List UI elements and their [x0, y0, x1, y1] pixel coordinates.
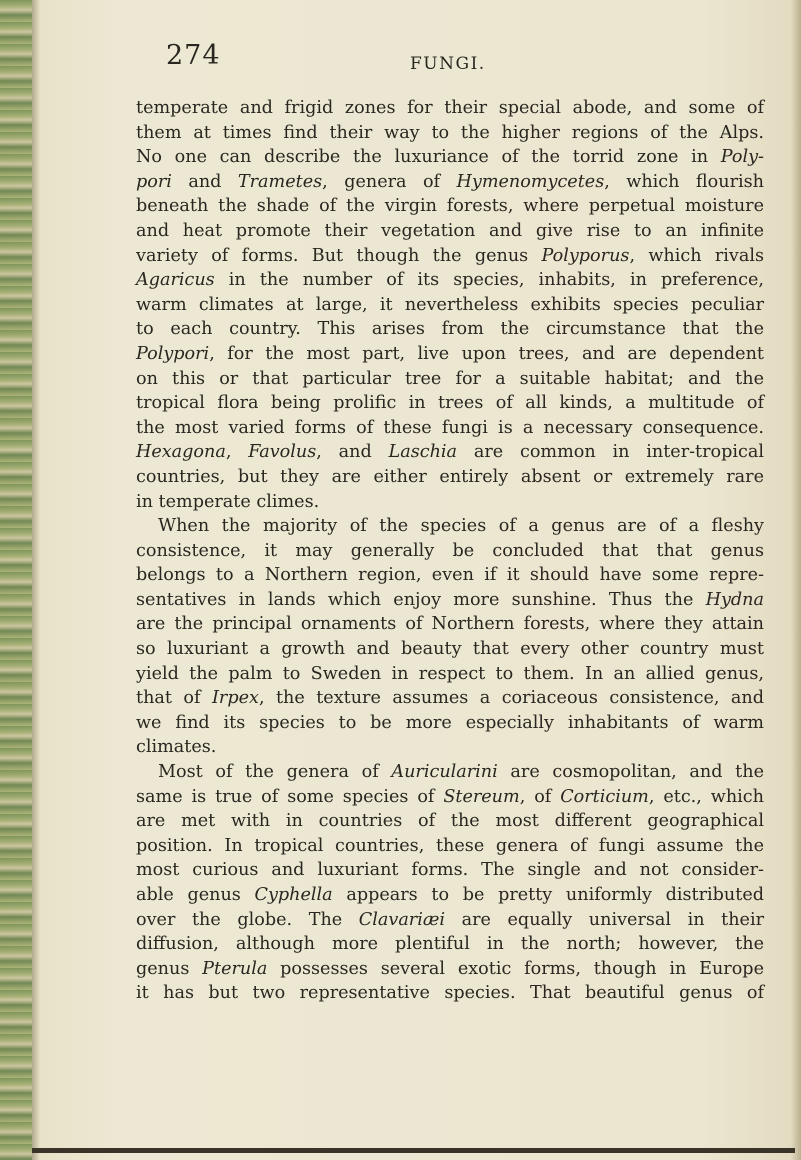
text-segment: that of — [136, 688, 212, 709]
text-segment: we find its species to be more especially inhabitants of warm — [136, 712, 764, 733]
italic-term: Hexagona — [136, 442, 226, 463]
text-segment: , — [225, 442, 249, 463]
text-line — [136, 588, 764, 613]
text-segment: tropical flora being prolific in trees of all kinds, a multitude of — [136, 393, 764, 414]
text-segment: countries, but they are either entirely absent or extremely rare — [136, 466, 764, 487]
text-line — [136, 686, 764, 711]
italic-term: Agaricus — [136, 270, 215, 291]
text-segment: position. In tropical countries, these genera of fungi assume the — [136, 835, 764, 856]
text-segment: are common in inter-tropical — [457, 442, 764, 463]
text-segment: , which flourish — [604, 171, 764, 192]
italic-term: Trametes — [237, 171, 323, 192]
text-segment: it has but two representative species. That beautiful genus of — [136, 983, 764, 1004]
text-line — [136, 219, 764, 244]
text-line — [136, 391, 764, 416]
italic-term: pori — [136, 171, 172, 192]
text-line — [136, 760, 764, 785]
italic-term: Auricularini — [391, 762, 498, 783]
gutter-shadow — [32, 0, 40, 1160]
text-segment: in the number of its species, inhabits, in preference, — [214, 270, 764, 291]
italic-term: Polyporus — [541, 245, 630, 266]
text-segment: , genera of — [322, 171, 457, 192]
text-segment: , and — [316, 442, 389, 463]
text-segment: , the texture assumes a coriaceous consistence, and — [258, 688, 765, 709]
text-line — [136, 858, 764, 883]
text-line — [136, 809, 764, 834]
text-line — [136, 268, 764, 293]
italic-term: Poly- — [720, 147, 764, 168]
text-line — [136, 908, 764, 933]
text-line — [136, 293, 764, 318]
text-segment: yield the palm to Sweden in respect to them. In an allied genus, — [136, 663, 764, 684]
italic-term: Favolus — [248, 442, 317, 463]
page-header — [166, 40, 726, 80]
text-line — [136, 514, 764, 539]
italic-term: Hydna — [705, 589, 764, 610]
text-line — [136, 735, 764, 760]
text-segment: them at times find their way to the higher regions of the Alps. — [136, 122, 764, 143]
text-segment: able genus — [136, 885, 255, 905]
text-line — [136, 563, 764, 588]
text-line — [136, 342, 764, 367]
text-segment: temperate and frigid zones for their special abode, and some of — [136, 98, 764, 118]
text-line — [136, 785, 764, 810]
text-segment: are equally universal in their — [445, 909, 765, 930]
text-line — [136, 96, 764, 121]
text-line — [136, 957, 764, 982]
text-segment: and heat promote their vegetation and give rise to an infinite — [136, 220, 764, 241]
text-line — [136, 834, 764, 859]
text-segment: possesses several exotic forms, though in Europe — [267, 958, 764, 979]
text-line — [136, 490, 764, 515]
text-line — [136, 612, 764, 637]
page-number: 274 — [166, 40, 221, 71]
text-segment: climates. — [136, 737, 217, 758]
page-edge-shadow — [791, 0, 801, 1160]
text-segment: the most varied forms of these fungi is a necessary consequence. — [136, 417, 764, 438]
text-line — [136, 637, 764, 662]
text-line — [136, 367, 764, 392]
text-segment: so luxuriant a growth and beauty that every other country must — [136, 639, 764, 660]
text-line — [136, 244, 764, 269]
text-segment: genus — [136, 958, 203, 979]
text-line — [136, 121, 764, 146]
text-segment: beneath the shade of the virgin forests, where perpetual moisture — [136, 196, 764, 217]
text-line — [136, 440, 764, 465]
text-segment: same is true of some species of — [136, 786, 444, 807]
text-segment: and — [171, 171, 238, 192]
text-segment: are cosmopolitan, and the — [497, 762, 764, 783]
italic-term: Hymenomycetes — [456, 171, 605, 192]
text-segment: , of — [519, 786, 561, 807]
text-segment: No one can describe the luxuriance of the torrid zone in — [136, 147, 721, 168]
text-line — [136, 981, 764, 1006]
text-line — [136, 194, 764, 219]
text-line — [136, 539, 764, 564]
italic-term: Stereum — [443, 786, 520, 807]
italic-term: Cyphella — [254, 885, 333, 905]
text-segment: variety of forms. But though the genus — [136, 245, 542, 266]
page-bottom-edge — [32, 1148, 795, 1153]
text-line — [136, 932, 764, 957]
text-line — [136, 416, 764, 441]
italic-term: Irpex — [211, 688, 259, 709]
italic-term: Polypori — [136, 343, 210, 364]
running-head: FUNGI. — [410, 54, 486, 74]
text-segment: warm climates at large, it nevertheless exhibits species peculiar — [136, 294, 764, 315]
text-segment: When the majority of the species of a genus are of a fleshy — [158, 516, 764, 537]
text-segment: , which rivals — [629, 245, 765, 266]
text-segment: sentatives in lands which enjoy more sunshine. Thus the — [136, 589, 706, 610]
book-binding-edge — [0, 0, 32, 1160]
text-segment: most curious and luxuriant forms. The single and not consider- — [136, 860, 764, 881]
text-segment: are met with in countries of the most different geographical — [136, 811, 764, 832]
text-segment: belongs to a Northern region, even if it should have some repre- — [136, 565, 764, 586]
text-segment: , for the most part, live upon trees, and are dependent — [209, 343, 764, 364]
text-segment: , etc., which — [648, 786, 764, 807]
text-line — [136, 883, 764, 908]
text-line — [136, 145, 764, 170]
text-line — [136, 711, 764, 736]
text-segment: over the globe. The — [136, 909, 359, 930]
italic-term: Corticium — [560, 786, 649, 807]
text-segment: in temperate climes. — [136, 491, 320, 512]
text-segment: Most of the genera of — [158, 762, 392, 783]
text-line — [136, 662, 764, 687]
text-segment: appears to be pretty uniformly distributed — [332, 885, 765, 905]
text-segment: consistence, it may generally be concluded that that genus — [136, 540, 764, 561]
text-segment: diffusion, although more plentiful in the north; however, the — [136, 934, 764, 955]
body-text — [136, 96, 764, 1006]
text-line — [136, 317, 764, 342]
italic-term: Pterula — [202, 958, 268, 979]
text-segment: on this or that particular tree for a suitable habitat; and the — [136, 368, 764, 389]
italic-term: Laschia — [388, 442, 458, 463]
text-segment: are the principal ornaments of Northern forests, where they attain — [136, 614, 764, 635]
text-line — [136, 465, 764, 490]
italic-term: Clavariæi — [358, 909, 446, 930]
text-line — [136, 170, 764, 195]
text-segment: to each country. This arises from the circumstance that the — [136, 319, 764, 340]
